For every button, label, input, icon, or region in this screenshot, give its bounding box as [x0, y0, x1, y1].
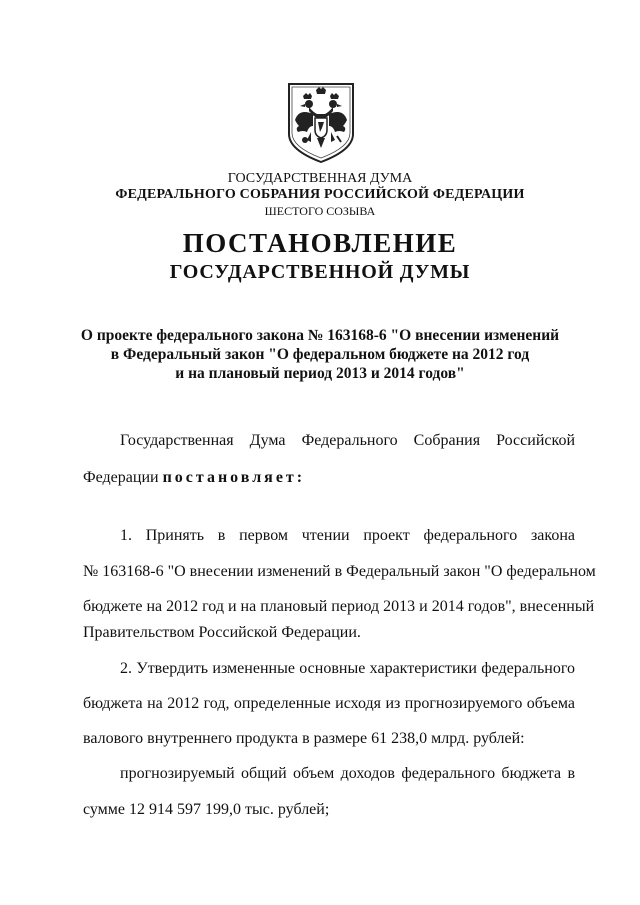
paragraph-1-line-1: 1. Принять в первом чтении проект федерального закона	[120, 527, 575, 544]
paragraph-3-line-2: сумме 12 914 597 199,0 тыс. рублей;	[83, 801, 330, 818]
document-subtitle: ГОСУДАРСТВЕННОЙ ДУМЫ	[169, 261, 471, 283]
paragraph-1-line-3: бюджете на 2012 год и на плановый период 2013 и 2014 годов", внесенный	[83, 598, 595, 615]
subject-line-2: в Федеральный закон "О федеральном бюджете на 2012 год	[110, 346, 530, 363]
paragraph-3-line-1: прогнозируемый общий объем доходов федерального бюджета в	[120, 765, 575, 782]
paragraph-2-line-2: бюджета на 2012 год, определенные исходя из прогнозируемого объема	[83, 695, 575, 712]
header-line-3: ШЕСТОГО СОЗЫВА	[264, 204, 376, 218]
intro-line-2	[83, 468, 305, 488]
subject-line-1: О проекте федерального закона № 163168-6 "О внесении изменений	[80, 327, 560, 344]
state-emblem	[283, 80, 359, 164]
intro-line-2-text: Федерации	[83, 469, 163, 486]
intro-line-1: Государственная Дума Федерального Собрания Российской	[120, 432, 575, 449]
paragraph-1-line-2: № 163168-6 "О внесении изменений в Федеральный закон "О федеральном	[83, 563, 596, 580]
paragraph-2-line-1: 2. Утвердить измененные основные характеристики федерального	[120, 660, 575, 677]
resolution-verb: постановляет:	[162, 469, 306, 486]
header-line-2: ФЕДЕРАЛЬНОГО СОБРАНИЯ РОССИЙСКОЙ ФЕДЕРАЦИИ	[115, 187, 525, 202]
paragraph-2-line-3: валового внутреннего продукта в размере 61 238,0 млрд. рублей:	[83, 730, 525, 747]
paragraph-1-line-4: Правительством Российской Федерации.	[83, 624, 361, 641]
subject-line-3: и на плановый период 2013 и 2014 годов"	[175, 365, 465, 382]
header-line-1: ГОСУДАРСТВЕННАЯ ДУМА	[227, 171, 413, 186]
document-type: ПОСТАНОВЛЕНИЕ	[182, 228, 458, 258]
